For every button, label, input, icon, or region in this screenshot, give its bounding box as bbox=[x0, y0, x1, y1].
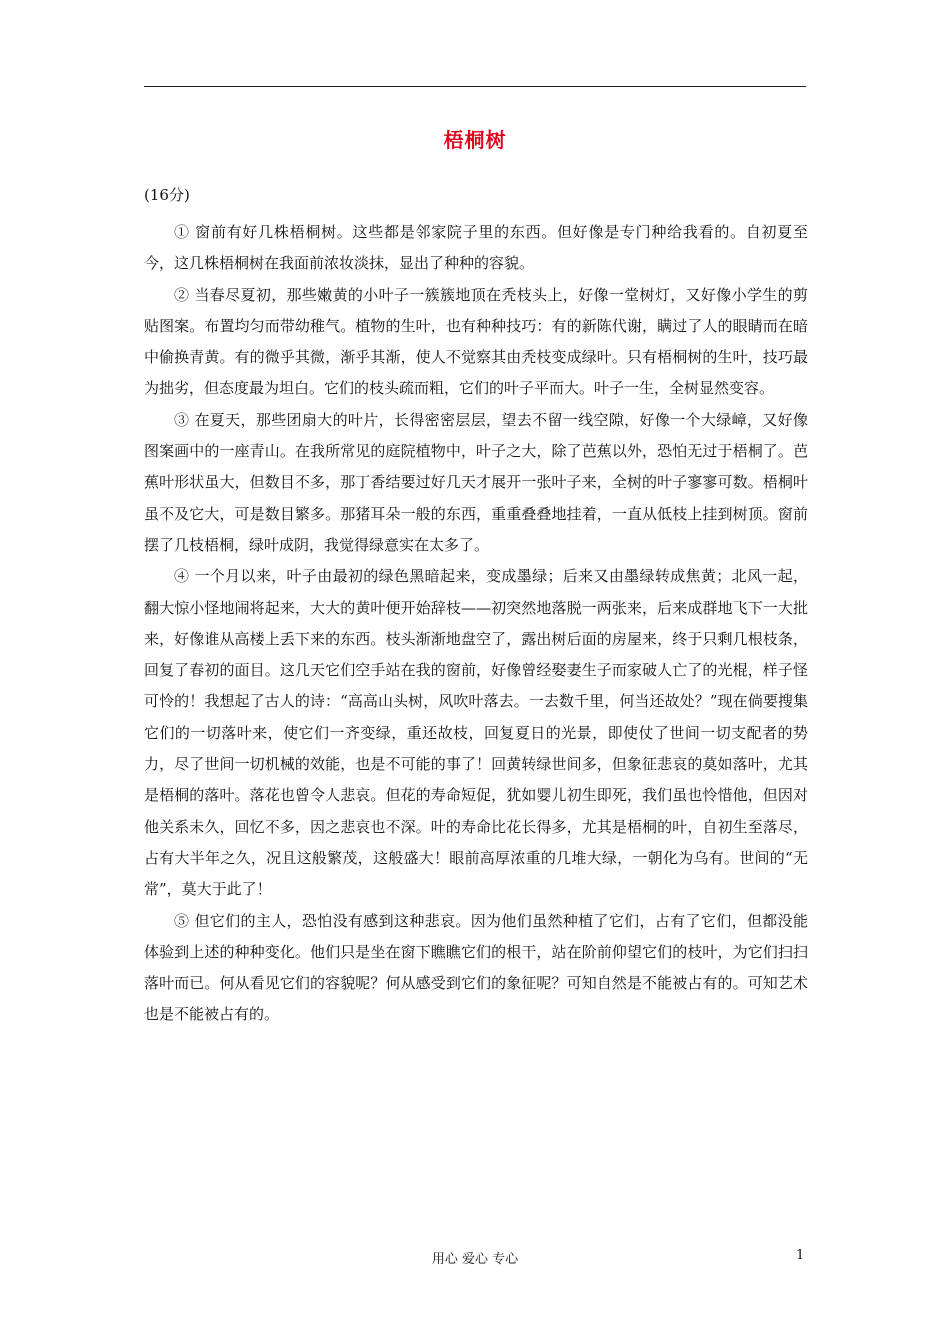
paragraph-5: ⑤ 但它们的主人，恐怕没有感到这种悲哀。因为他们虽然种植了它们，占有了它们，但都没能体验到上述的种种变化。他们只是坐在窗下瞧瞧它们的根干，站在阶前仰望它们的枝叶，为它们扫扫落叶而已。何从看见它们的容貌呢？何从感受到它们的象征呢？可知自然是不能被占有的。可知艺术也是不能被占有的。 bbox=[144, 911, 808, 1024]
paragraph-4: ④ 一个月以来，叶子由最初的绿色黑暗起来，变成墨绿；后来又由墨绿转成焦黄；北风一起，翻大惊小怪地闹将起来，大大的黄叶便开始辞枝——初突然地落脱一两张来，后来成群地飞下一大批来，好像谁从高楼上丢下来的东西。枝头渐渐地盘空了，露出树后面的房屋来，终于只剩几根枝条，回复了春初的面目。这几天它们空手站在我的窗前，好像曾经娶妻生子而家破人亡了的光棍，样子怪可怜的！我想起了古人的诗：“高高山头树，风吹叶落去。一去数千里，何当还故处？”现在倘要搜集它们的一切落叶来，使它们一齐变绿，重还故枝，回复夏日的光景，即使仗了世间一切支配者的势力，尽了世间一切机械的效能，也是不可能的事了！回黄转绿世间多，但象征悲哀的莫如落叶，尤其是梧桐的落叶。落花也曾令人悲哀。但花的寿命短促，犹如婴儿初生即死，我们虽也怜惜他，但因对他关系未久，回忆不多，因之悲哀也不深。叶的寿命比花长得多，尤其是梧桐的叶，自初生至落尽，占有大半年之久，况且这般繁茂，这般盛大！眼前高厚浓重的几堆大绿，一朝化为乌有。世间的“无常”，莫大于此了！ bbox=[144, 567, 808, 899]
footer-slogan: 用心 爱心 专心 bbox=[431, 1252, 519, 1267]
paragraph-3: ③ 在夏天，那些团扇大的叶片，长得密密层层，望去不留一线空隙，好像一个大绿嶂，又好像图案画中的一座青山。在我所常见的庭院植物中，叶子之大，除了芭蕉以外，恐怕无过于梧桐了。芭蕉叶形状虽大，但数目不多，那丁香结要过好几天才展开一张叶子来，全树的叶子寥寥可数。梧桐叶虽不及它大，可是数目繁多。那猪耳朵一般的东西，重重叠叠地挂着，一直从低枝上挂到树顶。窗前摆了几枝梧桐，绿叶成阴，我觉得绿意实在太多了。 bbox=[144, 410, 808, 554]
header-rule bbox=[144, 86, 806, 87]
page-title: 梧桐树 bbox=[443, 128, 507, 152]
paragraph-2: ② 当春尽夏初，那些嫩黄的小叶子一簇簇地顶在秃枝头上，好像一堂树灯，又好像小学生的剪贴图案。布置均匀而带幼稚气。植物的生叶，也有种种技巧：有的新陈代谢，瞒过了人的眼睛而在暗中偷换青黄。有的微乎其微，渐乎其渐，使人不觉察其由秃枝变成绿叶。只有梧桐树的生叶，技巧最为拙劣，但态度最为坦白。它们的枝头疏而粗，它们的叶子平而大。叶子一生，全树显然变容。 bbox=[144, 285, 808, 398]
score-label: (16分) bbox=[144, 186, 190, 204]
article-body bbox=[144, 217, 808, 1031]
paragraph-1: ① 窗前有好几株梧桐树。这些都是邻家院子里的东西。但好像是专门种给我看的。自初夏至今，这几株梧桐树在我面前浓妆淡抹，显出了种种的容貌。 bbox=[144, 223, 808, 273]
page-number: 1 bbox=[796, 1248, 805, 1263]
